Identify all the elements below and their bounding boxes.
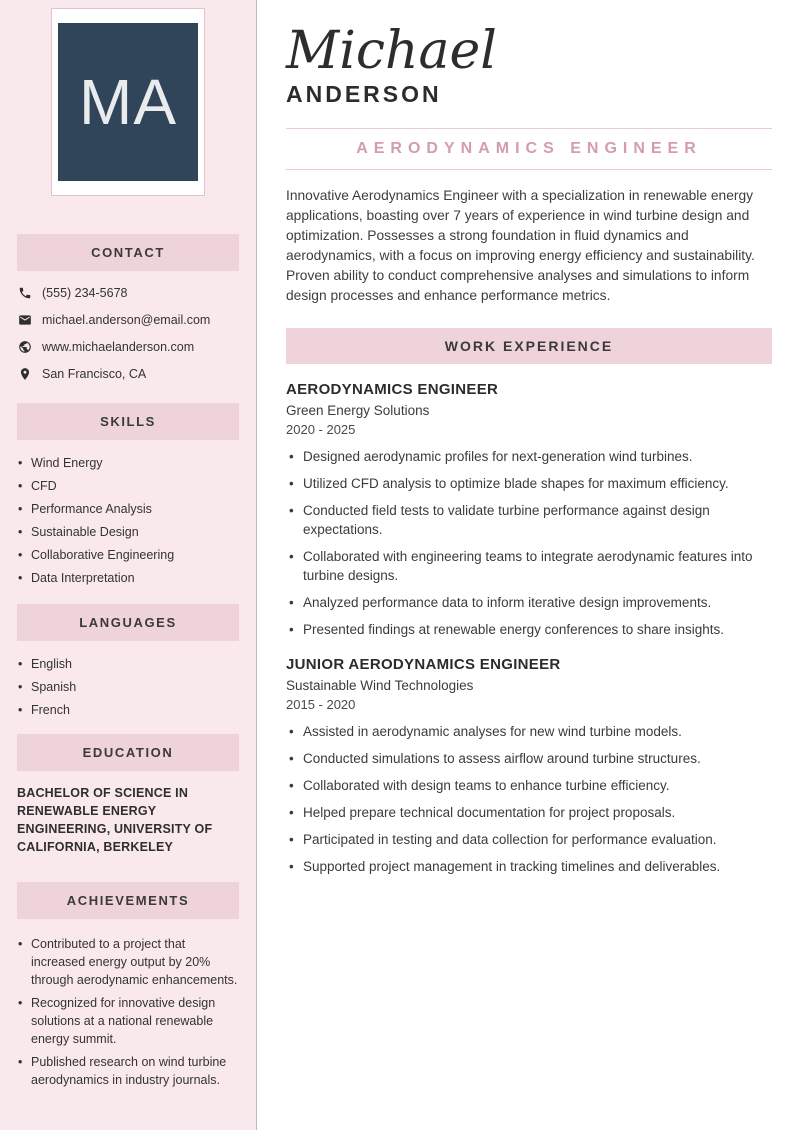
job-company: Sustainable Wind Technologies	[286, 677, 474, 693]
skill-item: • Wind Energy	[18, 456, 242, 471]
contact-phone-text: (555) 234-5678	[42, 286, 128, 300]
job-bullet: • Designed aerodynamic profiles for next-generation wind turbines.	[286, 447, 772, 466]
job-bullet-list	[286, 722, 772, 876]
work-experience-title: WORK EXPERIENCE	[444, 337, 614, 354]
avatar	[51, 8, 205, 196]
achievement-item: • Contributed to a project that increased energy output by 20% through aerodynamic enhancements.	[18, 935, 242, 989]
skill-item: • Performance Analysis	[18, 502, 242, 517]
job-bullet: • Conducted field tests to validate turbine performance against design expectations.	[286, 501, 772, 539]
achievements-section-title: ACHIEVEMENTS	[66, 893, 190, 908]
contact-email-text: michael.anderson@email.com	[42, 313, 211, 327]
contact-item-email	[18, 313, 242, 327]
languages-list	[18, 657, 242, 718]
contact-list	[18, 286, 242, 381]
job-bullet: • Helped prepare technical documentation for project proposals.	[286, 803, 772, 822]
job-dates: 2015 - 2020	[286, 696, 356, 712]
last-name: ANDERSON	[286, 80, 442, 107]
skills-section-header	[17, 403, 239, 440]
job-bullet: • Participated in testing and data collection for performance evaluation.	[286, 830, 772, 849]
skill-item: • CFD	[18, 479, 242, 494]
achievements-section-header	[17, 882, 239, 919]
language-item: • Spanish	[18, 680, 242, 695]
achievement-item: • Published research on wind turbine aerodynamics in industry journals.	[18, 1053, 242, 1089]
contact-item-location	[18, 367, 242, 381]
languages-section-header	[17, 604, 239, 641]
job-company: Green Energy Solutions	[286, 402, 430, 418]
skill-item: • Data Interpretation	[18, 571, 242, 586]
achievement-item: • Recognized for innovative design solutions at a national renewable energy summit.	[18, 994, 242, 1048]
contact-section-header	[17, 234, 239, 271]
contact-item-phone	[18, 286, 242, 300]
professional-summary: Innovative Aerodynamics Engineer with a specialization in renewable energy applications, boasting over 7 years of experience in wind turbine design and optimization. Possesses a strong foundation in fluid dynamics and aerodynamics, with a focus on improving energy efficiency and sustainability. Proven ability to conduct comprehensive analyses and simulations to inform design processes and enhance performance metrics.	[286, 187, 755, 303]
job-bullet: • Utilized CFD analysis to optimize blade shapes for maximum efficiency.	[286, 474, 772, 493]
globe-icon	[18, 340, 32, 354]
job-bullet: • Assisted in aerodynamic analyses for new wind turbine models.	[286, 722, 772, 741]
email-icon	[18, 313, 32, 327]
job-role: AERODYNAMICS ENGINEER	[286, 380, 499, 398]
job-bullet: • Collaborated with design teams to enhance turbine efficiency.	[286, 776, 772, 795]
contact-website-text: www.michaelanderson.com	[42, 340, 195, 354]
education-section-title: EDUCATION	[82, 745, 174, 760]
job-dates: 2020 - 2025	[286, 421, 356, 437]
languages-section-title: LANGUAGES	[79, 615, 177, 630]
work-experience-header	[286, 328, 772, 364]
main-content	[257, 0, 800, 1130]
job-bullet: • Analyzed performance data to inform iterative design improvements.	[286, 593, 772, 612]
job-title-block	[286, 128, 772, 170]
location-icon	[18, 367, 32, 381]
contact-location-text: San Francisco, CA	[42, 367, 147, 381]
sidebar	[0, 0, 257, 1130]
job-bullet: • Supported project management in tracking timelines and deliverables.	[286, 857, 772, 876]
achievements-list	[18, 935, 242, 1089]
language-item: • French	[18, 703, 242, 718]
job-title: AERODYNAMICS ENGINEER	[356, 139, 702, 157]
job-bullet: • Conducted simulations to assess airflow around turbine structures.	[286, 749, 772, 768]
job-bullet: • Presented findings at renewable energy conferences to share insights.	[286, 620, 772, 639]
skills-section-title: SKILLS	[100, 414, 156, 429]
job-bullet-list	[286, 447, 772, 639]
job-entry	[286, 381, 772, 639]
job-entry	[286, 656, 772, 876]
skill-item: • Collaborative Engineering	[18, 548, 242, 563]
avatar-initials: MA	[58, 23, 198, 181]
contact-item-website	[18, 340, 242, 354]
phone-icon	[18, 286, 32, 300]
job-role: JUNIOR AERODYNAMICS ENGINEER	[286, 655, 561, 673]
skill-item: • Sustainable Design	[18, 525, 242, 540]
education-section-header	[17, 734, 239, 771]
first-name: Michael	[286, 21, 497, 81]
education-degree: BACHELOR OF SCIENCE IN RENEWABLE ENERGY ENGINEERING, UNIVERSITY OF CALIFORNIA, BERKELEY	[17, 786, 213, 854]
job-bullet: • Collaborated with engineering teams to integrate aerodynamic features into turbine designs.	[286, 547, 772, 585]
language-item: • English	[18, 657, 242, 672]
contact-section-title: CONTACT	[91, 245, 165, 260]
skills-list	[18, 456, 242, 586]
